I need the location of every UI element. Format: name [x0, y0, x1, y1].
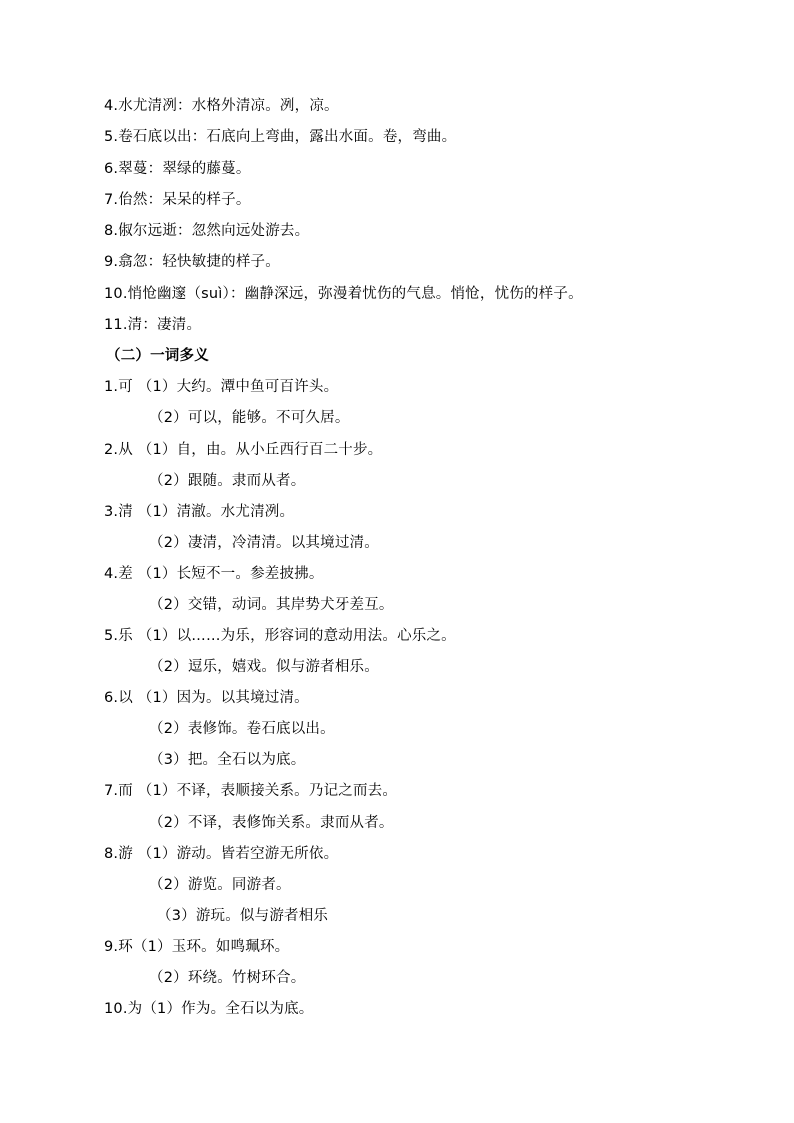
polysemy-entry: 4.差 （1）长短不一。参差披拂。 — [104, 566, 324, 582]
polysemy-entry: 7.而 （1）不译，表顺接关系。乃记之而去。 — [104, 783, 398, 799]
annotation-line: 7.佁然：呆呆的样子。 — [104, 192, 251, 208]
polysemy-sense: （2）逗乐，嬉戏。似与游者相乐。 — [149, 659, 379, 675]
polysemy-entry: 8.游 （1）游动。皆若空游无所依。 — [104, 846, 339, 862]
polysemy-sense: （2）环绕。竹树环合。 — [149, 970, 306, 986]
polysemy-entry: 9.环（1）玉环。如鸣珮环。 — [104, 939, 290, 955]
polysemy-sense: （2）跟随。隶而从者。 — [149, 473, 306, 489]
polysemy-sense: （2）凄清，冷清清。以其境过清。 — [149, 535, 379, 551]
annotation-line: 8.俶尔远逝：忽然向远处游去。 — [104, 223, 310, 239]
annotation-line: 5.卷石底以出：石底向上弯曲，露出水面。卷，弯曲。 — [104, 129, 457, 145]
section-heading: （二）一词多义 — [106, 348, 209, 364]
polysemy-entry: 10.为（1）作为。全石以为底。 — [104, 1001, 314, 1017]
polysemy-sense: （2）游览。同游者。 — [149, 877, 291, 893]
polysemy-entry: 5.乐 （1）以……为乐，形容词的意动用法。心乐之。 — [104, 628, 456, 644]
annotation-line: 4.水尤清冽：水格外清凉。冽，凉。 — [104, 98, 339, 114]
polysemy-entry: 6.以 （1）因为。以其境过清。 — [104, 690, 309, 706]
polysemy-sense: （2）表修饰。卷石底以出。 — [149, 721, 335, 737]
polysemy-sense: （2）交错，动词。其岸势犬牙差互。 — [149, 597, 394, 613]
annotation-line: 6.翠蔓：翠绿的藤蔓。 — [104, 161, 251, 177]
polysemy-entry: 2.从 （1）自，由。从小丘西行百二十步。 — [104, 442, 383, 458]
polysemy-sense: （2）可以，能够。不可久居。 — [149, 410, 350, 426]
polysemy-entry: 1.可 （1）大约。潭中鱼可百许头。 — [104, 379, 339, 395]
polysemy-sense: （3）游玩。似与游者相乐 — [157, 908, 329, 924]
annotation-line: 11.清：凄清。 — [104, 317, 202, 333]
polysemy-entry: 3.清 （1）清澈。水尤清冽。 — [104, 504, 295, 520]
polysemy-sense: （3）把。全石以为底。 — [149, 752, 306, 768]
annotation-line: 9.翕忽：轻快敏捷的样子。 — [104, 254, 280, 270]
polysemy-sense: （2）不译，表修饰关系。隶而从者。 — [149, 815, 394, 831]
annotation-line: 10.悄怆幽邃（suì）：幽静深远，弥漫着忧伤的气息。悄怆，忧伤的样子。 — [104, 286, 583, 302]
